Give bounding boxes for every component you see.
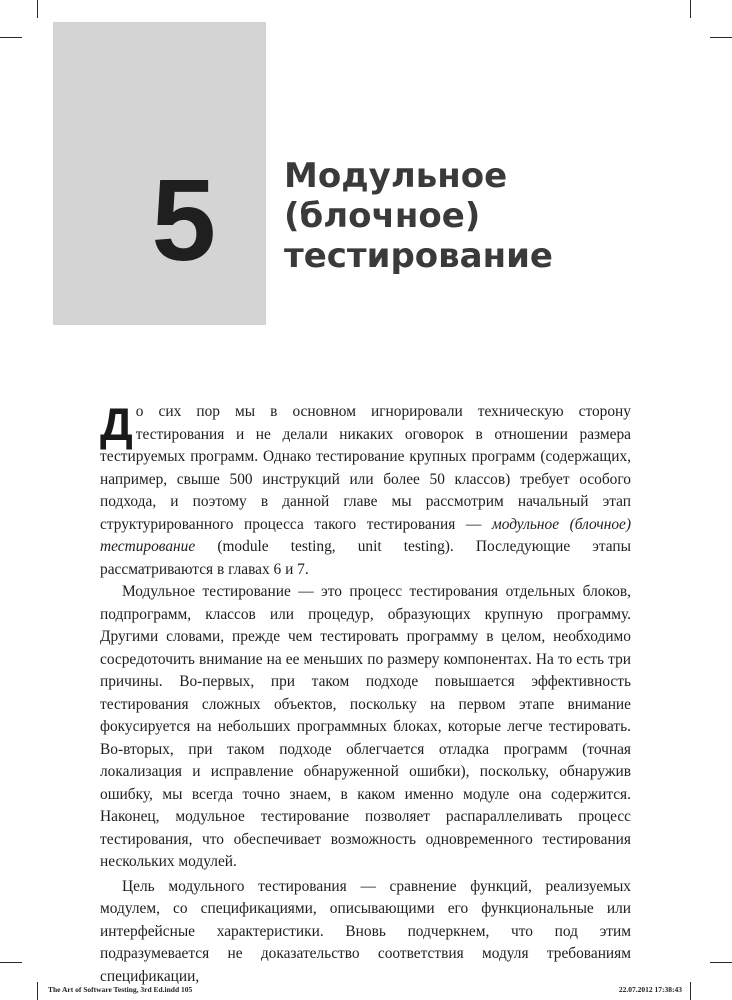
crop-mark bbox=[710, 37, 732, 38]
chapter-title-line: тестирование bbox=[284, 236, 553, 276]
paragraph: Модульное тестирование — это процесс тестирования отдельных блоков, подпрограмм, классов или процедур, образующих крупную программу. Другими словами, прежде чем тестировать программу в целом, необходимо сосредоточить внимание на ее меньших по размеру компонентах. На то есть три причины. Во-первых, при таком подходе повышается эффективность тестирования сложных объектов, поскольку на первом этапе внимание фокусируется на небольших программных блоках, которые легче тестировать. Во-вторых, при таком подходе облегчается отладка программ (точная локализация и исправление обнаруженной ошибки), поскольку, обнаружив ошибку, мы всегда точно знаем, в каком именно модуле она содержится. Наконец, модульное тестирование позволяет распараллеливать процесс тестирования, что обеспечивает возможность одновременного тестирования нескольких модулей. bbox=[100, 583, 631, 870]
crop-mark bbox=[0, 962, 22, 963]
paragraph: Цель модульного тестирования — сравнение функций, реализуемых модулем, со спецификациями, описывающими его функциональные или интерфейсные характеристики. Вновь подчеркнем, что под этим подразумевается не доказательство соответствия модуля требованиям спецификации, bbox=[100, 877, 631, 985]
body-text bbox=[100, 398, 631, 988]
paragraph-text: о сих пор мы в основном игнорировали техническую сторону тестирования и не делали никаких оговорок в отношении размера тестируемых программ. Однако тестирование крупных программ (содержащих, например, свыше 500 инструкций или более 50 классов) требует особого подхода, и поэтому в данной главе мы рассмотрим начальный этап структурированного процесса такого тестирования — bbox=[100, 403, 631, 533]
paragraph-text: (module testing, unit testing). Последующие этапы рассматриваются в главах 6 и 7. bbox=[100, 538, 631, 578]
chapter-title bbox=[284, 156, 624, 276]
crop-mark bbox=[37, 0, 38, 18]
footer-file-info: The Art of Software Testing, 3rd Ed.indd 105 bbox=[48, 985, 193, 994]
drop-cap: Д bbox=[100, 398, 133, 450]
crop-mark bbox=[0, 37, 22, 38]
chapter-title-line: (блочное) bbox=[284, 196, 481, 236]
emphasized-term: модульное (блочное) тестирование bbox=[100, 515, 631, 555]
chapter-title-line: Модульное bbox=[284, 156, 508, 196]
crop-mark bbox=[710, 962, 732, 963]
chapter-number-box bbox=[53, 22, 266, 325]
crop-mark bbox=[690, 0, 691, 18]
paragraph-intro bbox=[100, 398, 631, 581]
chapter-number: 5 bbox=[151, 155, 216, 285]
footer-timestamp: 22.07.2012 17:38:43 bbox=[618, 985, 682, 994]
crop-mark bbox=[690, 982, 691, 1000]
crop-mark bbox=[37, 982, 38, 1000]
